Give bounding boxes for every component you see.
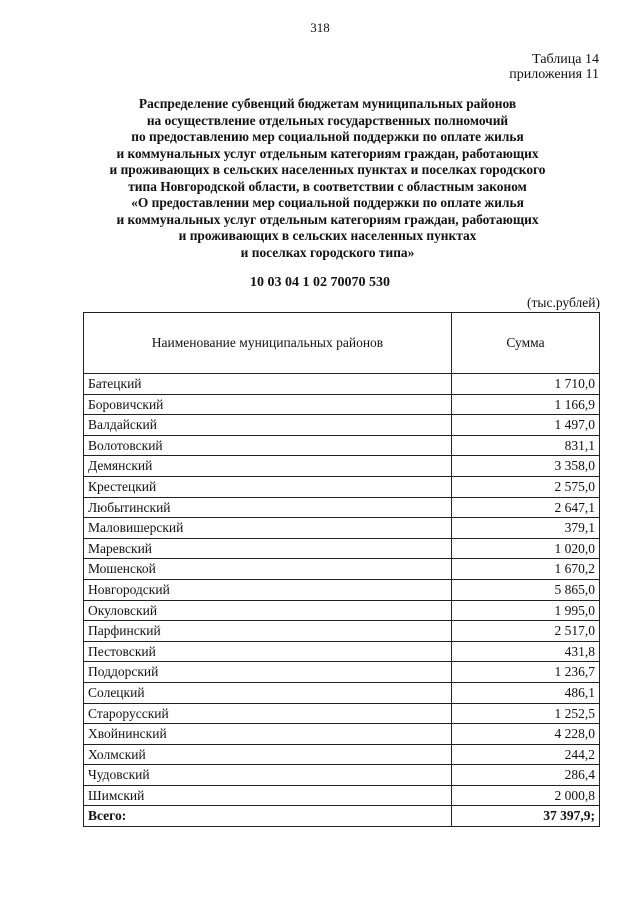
title-line: и коммунальных услуг отдельным категориям граждан, работающих (116, 211, 539, 227)
sum-cell: 1 236,7 (452, 662, 600, 683)
subsidy-table (83, 312, 600, 827)
sum-cell: 431,8 (452, 641, 600, 662)
title-line: типа Новгородской области, в соответствии с областным законом (128, 178, 527, 194)
sum-cell: 1 670,2 (452, 559, 600, 580)
title-line: и проживающих в сельских населенных пунктах (178, 228, 477, 243)
district-name-cell: Пестовский (84, 641, 452, 662)
sum-cell: 5 865,0 (452, 579, 600, 600)
page-number: 318 (310, 20, 330, 35)
sum-cell: 1 166,9 (452, 394, 600, 415)
table-row (84, 497, 600, 518)
title-line: «О предоставлении мер социальной поддержки по оплате жилья (131, 195, 524, 210)
table-row (84, 785, 600, 806)
sum-cell: 1 710,0 (452, 374, 600, 395)
sum-cell: 486,1 (452, 682, 600, 703)
title-line: и коммунальных услуг отдельным категориям граждан, работающих (116, 145, 539, 161)
header-district-name: Наименование муниципальных районов (84, 313, 452, 374)
title-line: и поселках городского типа» (240, 244, 415, 260)
sum-cell: 1 497,0 (452, 415, 600, 436)
sum-cell: 1 995,0 (452, 600, 600, 621)
title-line: и проживающих в сельских населенных пунктах и поселках городского (109, 162, 546, 177)
table-row (84, 662, 600, 683)
table-row (84, 724, 600, 745)
district-name-cell: Любытинский (84, 497, 452, 518)
sum-cell: 2 000,8 (452, 785, 600, 806)
district-name-cell: Холмский (84, 744, 452, 765)
table-row (84, 476, 600, 497)
district-name-cell: Поддорский (84, 662, 452, 683)
district-name-cell: Волотовский (84, 435, 452, 456)
table-row (84, 682, 600, 703)
total-label: Всего: (84, 806, 452, 827)
district-name-cell: Старорусский (84, 703, 452, 724)
total-sum: 37 397,9; (452, 806, 600, 827)
sum-cell: 2 647,1 (452, 497, 600, 518)
table-row (84, 579, 600, 600)
table-row (84, 703, 600, 724)
sum-cell: 3 358,0 (452, 456, 600, 477)
district-name-cell: Окуловский (84, 600, 452, 621)
sum-cell: 2 517,0 (452, 621, 600, 642)
title-line: Распределение субвенций бюджетам муниципальных районов (138, 96, 517, 111)
sum-cell: 1 020,0 (452, 538, 600, 559)
district-name-cell: Демянский (84, 456, 452, 477)
table-row (84, 600, 600, 621)
budget-code: 10 03 04 1 02 70070 530 (250, 275, 390, 290)
table-body (84, 374, 600, 827)
table-row (84, 518, 600, 539)
district-name-cell: Хвойнинский (84, 724, 452, 745)
units-label: (тыс.рублей) (527, 295, 600, 310)
table-row (84, 621, 600, 642)
district-name-cell: Шимский (84, 785, 452, 806)
header-sum: Сумма (452, 313, 600, 374)
sum-cell: 244,2 (452, 744, 600, 765)
title-line: по предоставлению мер социальной поддержки по оплате жилья (131, 129, 524, 144)
district-name-cell: Новгородский (84, 579, 452, 600)
sum-cell: 286,4 (452, 765, 600, 786)
sum-cell: 2 575,0 (452, 476, 600, 497)
district-name-cell: Крестецкий (84, 476, 452, 497)
sum-cell: 831,1 (452, 435, 600, 456)
district-name-cell: Парфинский (84, 621, 452, 642)
district-name-cell: Солецкий (84, 682, 452, 703)
district-name-cell: Мошенской (84, 559, 452, 580)
table-row (84, 374, 600, 395)
district-name-cell: Маревский (84, 538, 452, 559)
table-row (84, 765, 600, 786)
table-reference (509, 52, 599, 82)
table-row (84, 435, 600, 456)
sum-cell: 4 228,0 (452, 724, 600, 745)
district-name-cell: Чудовский (84, 765, 452, 786)
table-row (84, 538, 600, 559)
table-row (84, 744, 600, 765)
district-name-cell: Маловишерский (84, 518, 452, 539)
table-row (84, 394, 600, 415)
title-line: на осуществление отдельных государственных полномочий (146, 112, 509, 128)
sum-cell: 379,1 (452, 518, 600, 539)
district-name-cell: Боровичский (84, 394, 452, 415)
table-header-row (84, 313, 600, 374)
total-row (84, 806, 600, 827)
table-row (84, 641, 600, 662)
sum-cell: 1 252,5 (452, 703, 600, 724)
table-row (84, 559, 600, 580)
table-row (84, 456, 600, 477)
district-name-cell: Батецкий (84, 374, 452, 395)
appendix-number: приложения 11 (509, 67, 599, 82)
table-number: Таблица 14 (532, 52, 599, 67)
table-row (84, 415, 600, 436)
document-title (80, 96, 575, 261)
district-name-cell: Валдайский (84, 415, 452, 436)
